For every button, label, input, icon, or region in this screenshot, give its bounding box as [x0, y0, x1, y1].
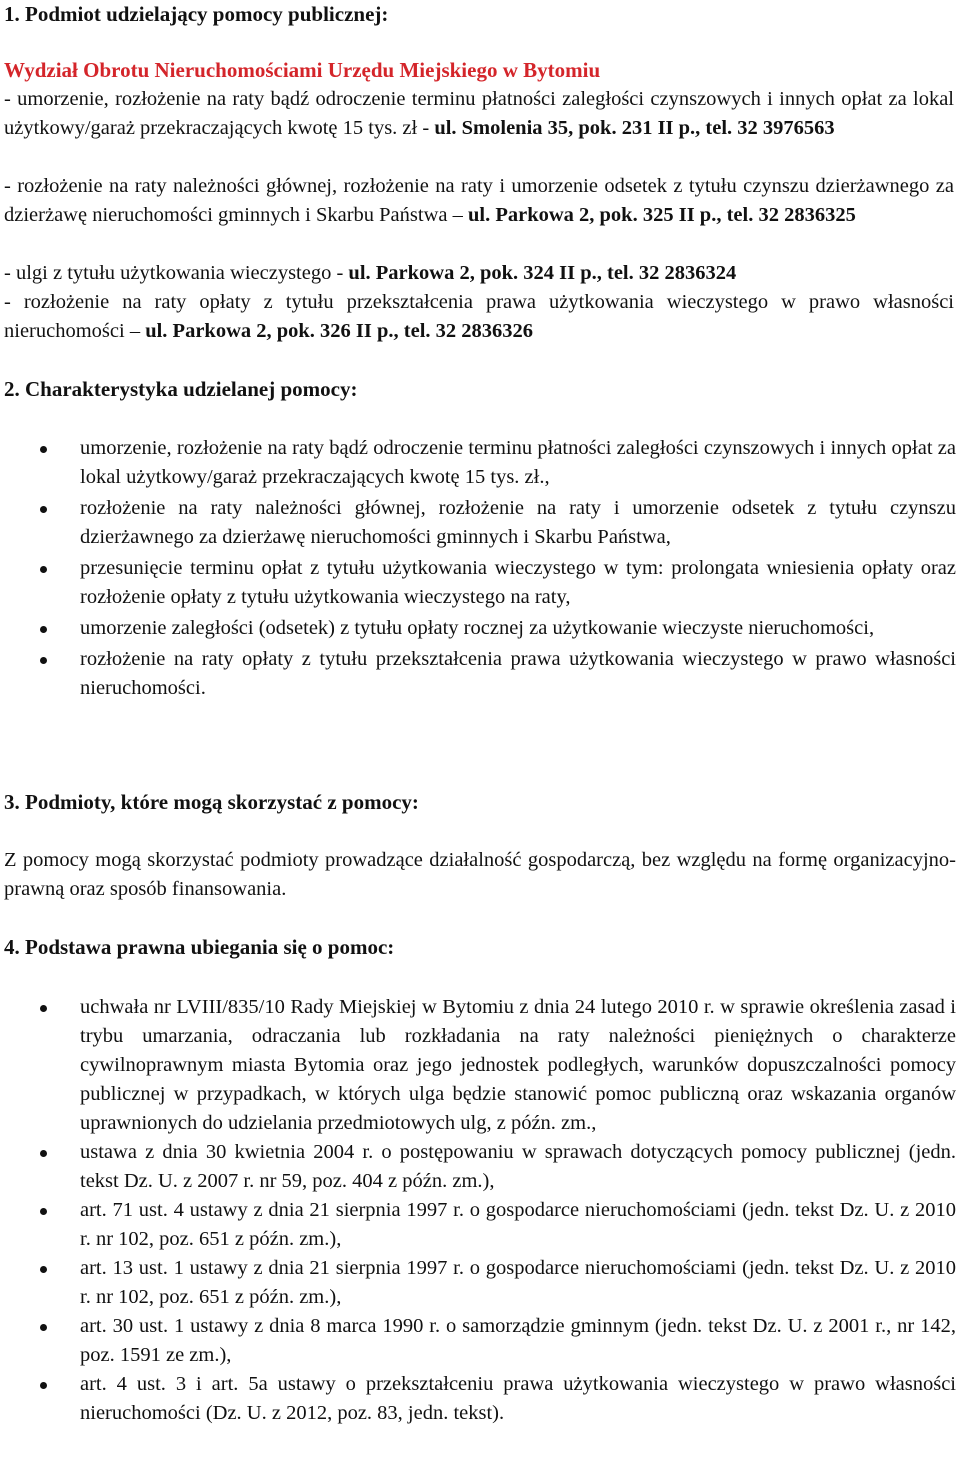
section-2-heading: 2. Charakterystyka udzielanej pomocy: — [4, 377, 358, 401]
section-1-item — [4, 259, 954, 288]
list-item — [0, 434, 956, 492]
list-item — [0, 993, 956, 1138]
section-1-heading: 1. Podmiot udzielający pomocy publicznej: — [4, 2, 389, 26]
item-address: ul. Parkowa 2, pok. 326 II p., tel. 32 2836326 — [145, 320, 534, 342]
bullet-icon — [40, 1382, 47, 1389]
item-address: ul. Parkowa 2, pok. 324 II p., tel. 32 2836324 — [348, 262, 737, 284]
list-item-text: art. 71 ust. 4 ustawy z dnia 21 sierpnia 1997 r. o gospodarce nieruchomościami (jedn. tekst Dz. U. z 2010 r. nr 102, poz. 651 z późn. zm.), — [80, 1199, 956, 1250]
section-1-item — [4, 288, 954, 346]
list-item — [0, 645, 956, 703]
bullet-icon — [40, 1150, 47, 1157]
item-address: ul. Parkowa 2, pok. 325 II p., tel. 32 2836325 — [467, 204, 856, 226]
list-item-text: ustawa z dnia 30 kwietnia 2004 r. o postępowaniu w sprawach dotyczących pomocy publicznej (jedn. tekst Dz. U. z 2007 r. nr 59, poz. 404 z późn. zm.), — [80, 1141, 956, 1192]
bullet-icon — [40, 506, 47, 513]
bullet-icon — [40, 1208, 47, 1215]
list-item — [0, 1138, 956, 1196]
list-item-text: art. 30 ust. 1 ustawy z dnia 8 marca 1990 r. o samorządzie gminnym (jedn. tekst Dz. U. z 2001 r., nr 142, poz. 1591 ze zm.), — [80, 1315, 956, 1366]
list-item-text: art. 13 ust. 1 ustawy z dnia 21 sierpnia 1997 r. o gospodarce nieruchomościami (jedn. tekst Dz. U. z 2010 r. nr 102, poz. 651 z późn. zm.), — [80, 1257, 956, 1308]
section-3-heading: 3. Podmioty, które mogą skorzystać z pomocy: — [4, 790, 419, 814]
bullet-icon — [40, 1324, 47, 1331]
list-item — [0, 554, 956, 612]
item-address: ul. Smolenia 35, pok. 231 II p., tel. 32 3976563 — [434, 117, 835, 139]
section-4-heading: 4. Podstawa prawna ubiegania się o pomoc: — [4, 935, 395, 959]
item-text: - umorzenie, rozłożenie na raty bądź odroczenie terminu płatności zaległości czynszowych i innych opłat za lokal użytkowy/garaż przekraczających kwotę 15 tys. zł - — [4, 88, 954, 139]
item-text: - ulgi z tytułu użytkowania wieczystego - — [4, 262, 349, 284]
list-item-text: rozłożenie na raty opłaty z tytułu przekształcenia prawa użytkowania wieczystego w prawo własności nieruchomości. — [80, 648, 956, 699]
section-1-item — [4, 85, 954, 143]
list-item — [0, 1370, 956, 1428]
item-text: - rozłożenie na raty opłaty z tytułu przekształcenia prawa użytkowania wieczystego w prawo własności nieruchomości – — [4, 291, 954, 342]
list-item-text: umorzenie zaległości (odsetek) z tytułu opłaty rocznej za użytkowanie wieczyste nieruchomości, — [80, 617, 875, 639]
list-item — [0, 1254, 956, 1312]
bullet-icon — [40, 626, 47, 633]
list-item-text: przesunięcie terminu opłat z tytułu użytkowania wieczystego w tym: prolongata wniesienia opłaty oraz rozłożenie opłaty z tytułu użytkowania wieczystego na raty, — [80, 557, 956, 608]
bullet-icon — [40, 657, 47, 664]
list-item — [0, 614, 956, 643]
list-item-text: umorzenie, rozłożenie na raty bądź odroczenie terminu płatności zaległości czynszowych i innych opłat za lokal użytkowy/garaż przekraczających kwotę 15 tys. zł., — [80, 437, 956, 488]
bullet-icon — [40, 1266, 47, 1273]
assistance-list — [0, 434, 956, 703]
list-item — [0, 1312, 956, 1370]
list-item — [0, 1196, 956, 1254]
list-item-text: rozłożenie na raty należności głównej, rozłożenie na raty i umorzenie odsetek z tytułu czynszu dzierżawnego za dzierżawę nieruchomości gminnych i Skarbu Państwa, — [80, 497, 956, 548]
list-item-text: art. 4 ust. 3 i art. 5a ustawy o przekształceniu prawa użytkowania wieczystego w prawo własności nieruchomości (Dz. U. z 2012, poz. 83, jedn. tekst). — [80, 1373, 956, 1424]
bullet-icon — [40, 566, 47, 573]
list-item-text: uchwała nr LVIII/835/10 Rady Miejskiej w Bytomiu z dnia 24 lutego 2010 r. w sprawie określenia zasad i trybu umarzania, odraczania lub rozkładania na raty należności pieniężnych o charakterze cywilnoprawnym miasta Bytomia oraz jego jednostek podległych, warunków dopuszczalności pomocy publicznej w przypadkach, w których ulga będzie stanowić pomoc publiczną oraz wskazania organów uprawnionych do udzielania przedmiotowych ulg, z późn. zm., — [80, 996, 956, 1134]
bullet-icon — [40, 1005, 47, 1012]
department-name: Wydział Obrotu Nieruchomościami Urzędu Miejskiego w Bytomiu — [4, 58, 601, 82]
list-item — [0, 494, 956, 552]
section-3-paragraph: Z pomocy mogą skorzystać podmioty prowadzące działalność gospodarczą, bez względu na formę organizacyjno-prawną oraz sposób finansowania. — [4, 849, 956, 900]
section-1-item — [4, 172, 954, 230]
legal-basis-list — [0, 993, 956, 1428]
item-text: - rozłożenie na raty należności głównej, rozłożenie na raty i umorzenie odsetek z tytułu czynszu dzierżawnego za dzierżawę nieruchomości gminnych i Skarbu Państwa – — [4, 175, 954, 226]
bullet-icon — [40, 446, 47, 453]
